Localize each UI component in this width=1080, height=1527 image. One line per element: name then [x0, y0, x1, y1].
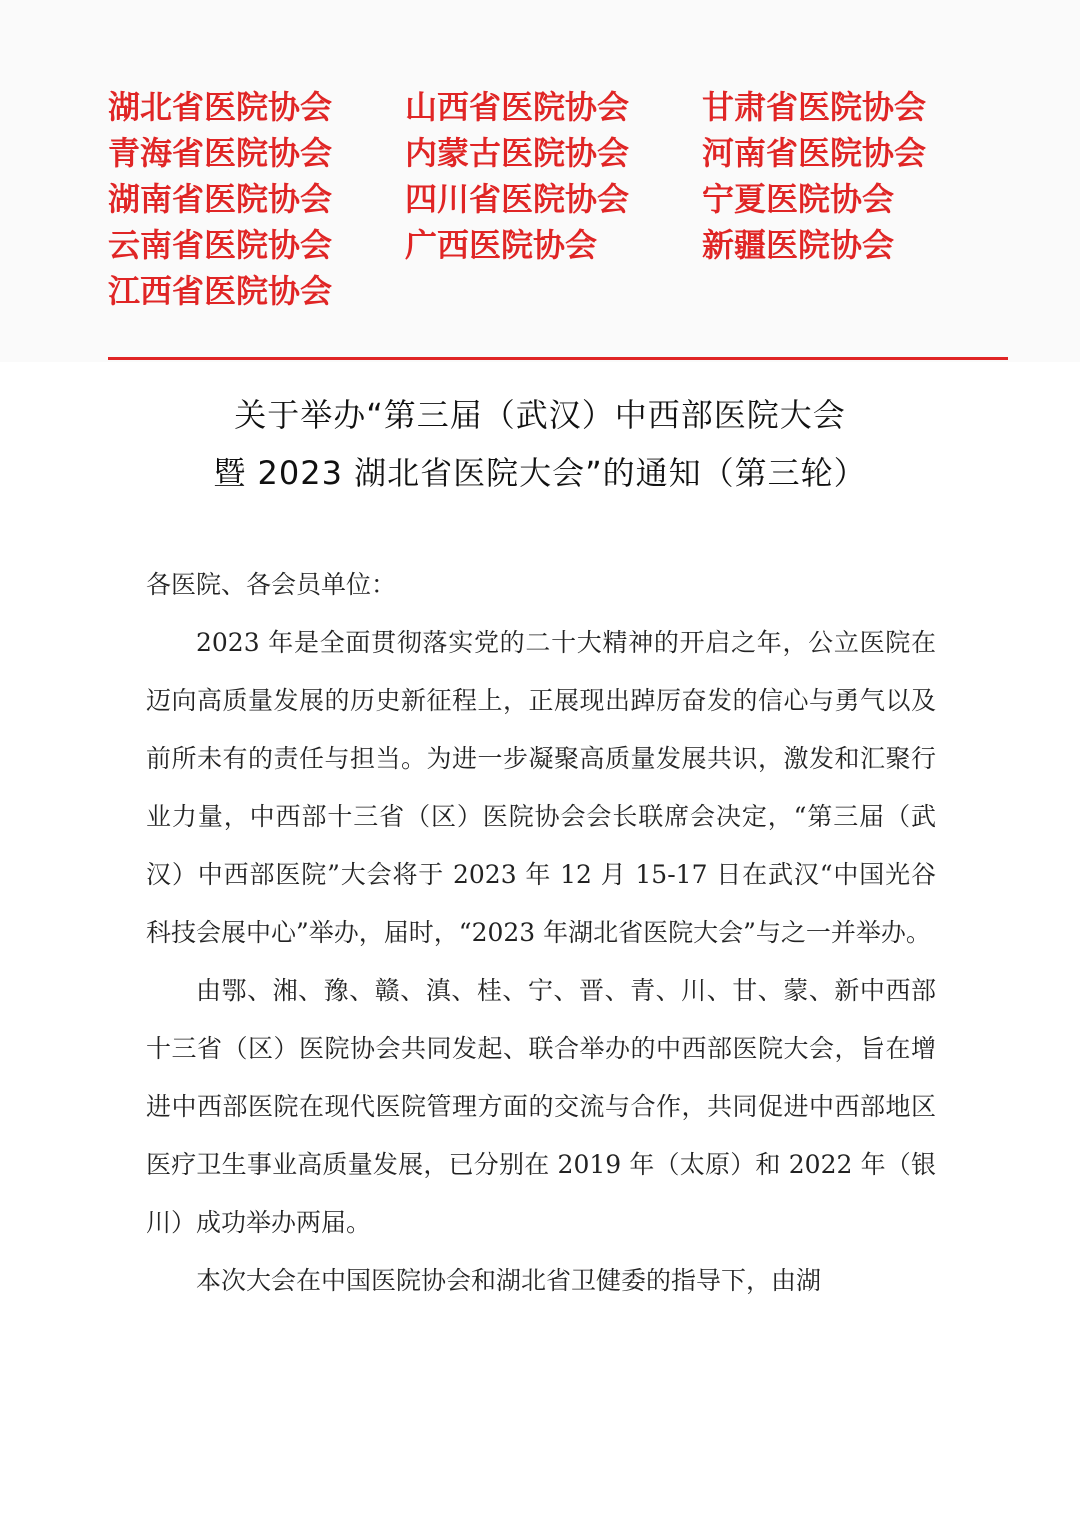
issuer-name: 江西省医院协会	[108, 272, 333, 310]
issuer-name: 湖北省医院协会	[108, 88, 333, 126]
issuer-name: 宁夏医院协会	[702, 180, 895, 218]
issuer-name: 新疆医院协会	[702, 226, 895, 264]
issuer-name: 四川省医院协会	[405, 180, 630, 218]
issuer-name: 湖南省医院协会	[108, 180, 333, 218]
body-paragraph: 本次大会在中国医院协会和湖北省卫健委的指导下，由湖	[196, 1266, 822, 1295]
document-title	[80, 386, 1000, 502]
issuer-name: 云南省医院协会	[108, 226, 333, 264]
issuing-associations	[108, 84, 988, 314]
salutation: 各医院、各会员单位：	[146, 570, 397, 599]
issuer-name: 青海省医院协会	[108, 134, 333, 172]
red-divider	[108, 357, 1008, 360]
issuer-name: 甘肃省医院协会	[702, 88, 927, 126]
title-line-1: 关于举办“第三届（武汉）中西部医院大会	[234, 396, 846, 434]
body-paragraph: 2023 年是全面贯彻落实党的二十大精神的开启之年，公立医院在迈向高质量发展的历史新征程上，正展现出踔厉奋发的信心与勇气以及前所未有的责任与担当。为进一步凝聚高质量发展共识，激发和汇聚行业力量，中西部十三省（区）医院协会会长联席会决定，“第三届（武汉）中西部医院”大会将于 2023 年 12 月 15-17 日在武汉“中国光谷科技会展中心”举办，届时，“2023 年湖北省医院大会”与之一并举办。	[146, 628, 936, 947]
issuer-name: 广西医院协会	[405, 226, 598, 264]
title-line-2: 暨 2023 湖北省医院大会”的通知（第三轮）	[213, 454, 867, 492]
body-paragraph: 由鄂、湘、豫、赣、滇、桂、宁、晋、青、川、甘、蒙、新中西部十三省（区）医院协会共同发起、联合举办的中西部医院大会，旨在增进中西部医院在现代医院管理方面的交流与合作，共同促进中西部地区医疗卫生事业高质量发展，已分别在 2019 年（太原）和 2022 年（银川）成功举办两届。	[146, 976, 936, 1237]
issuer-name: 河南省医院协会	[702, 134, 927, 172]
document-body	[146, 556, 936, 1310]
issuer-name: 内蒙古医院协会	[405, 134, 630, 172]
issuer-name: 山西省医院协会	[405, 88, 630, 126]
